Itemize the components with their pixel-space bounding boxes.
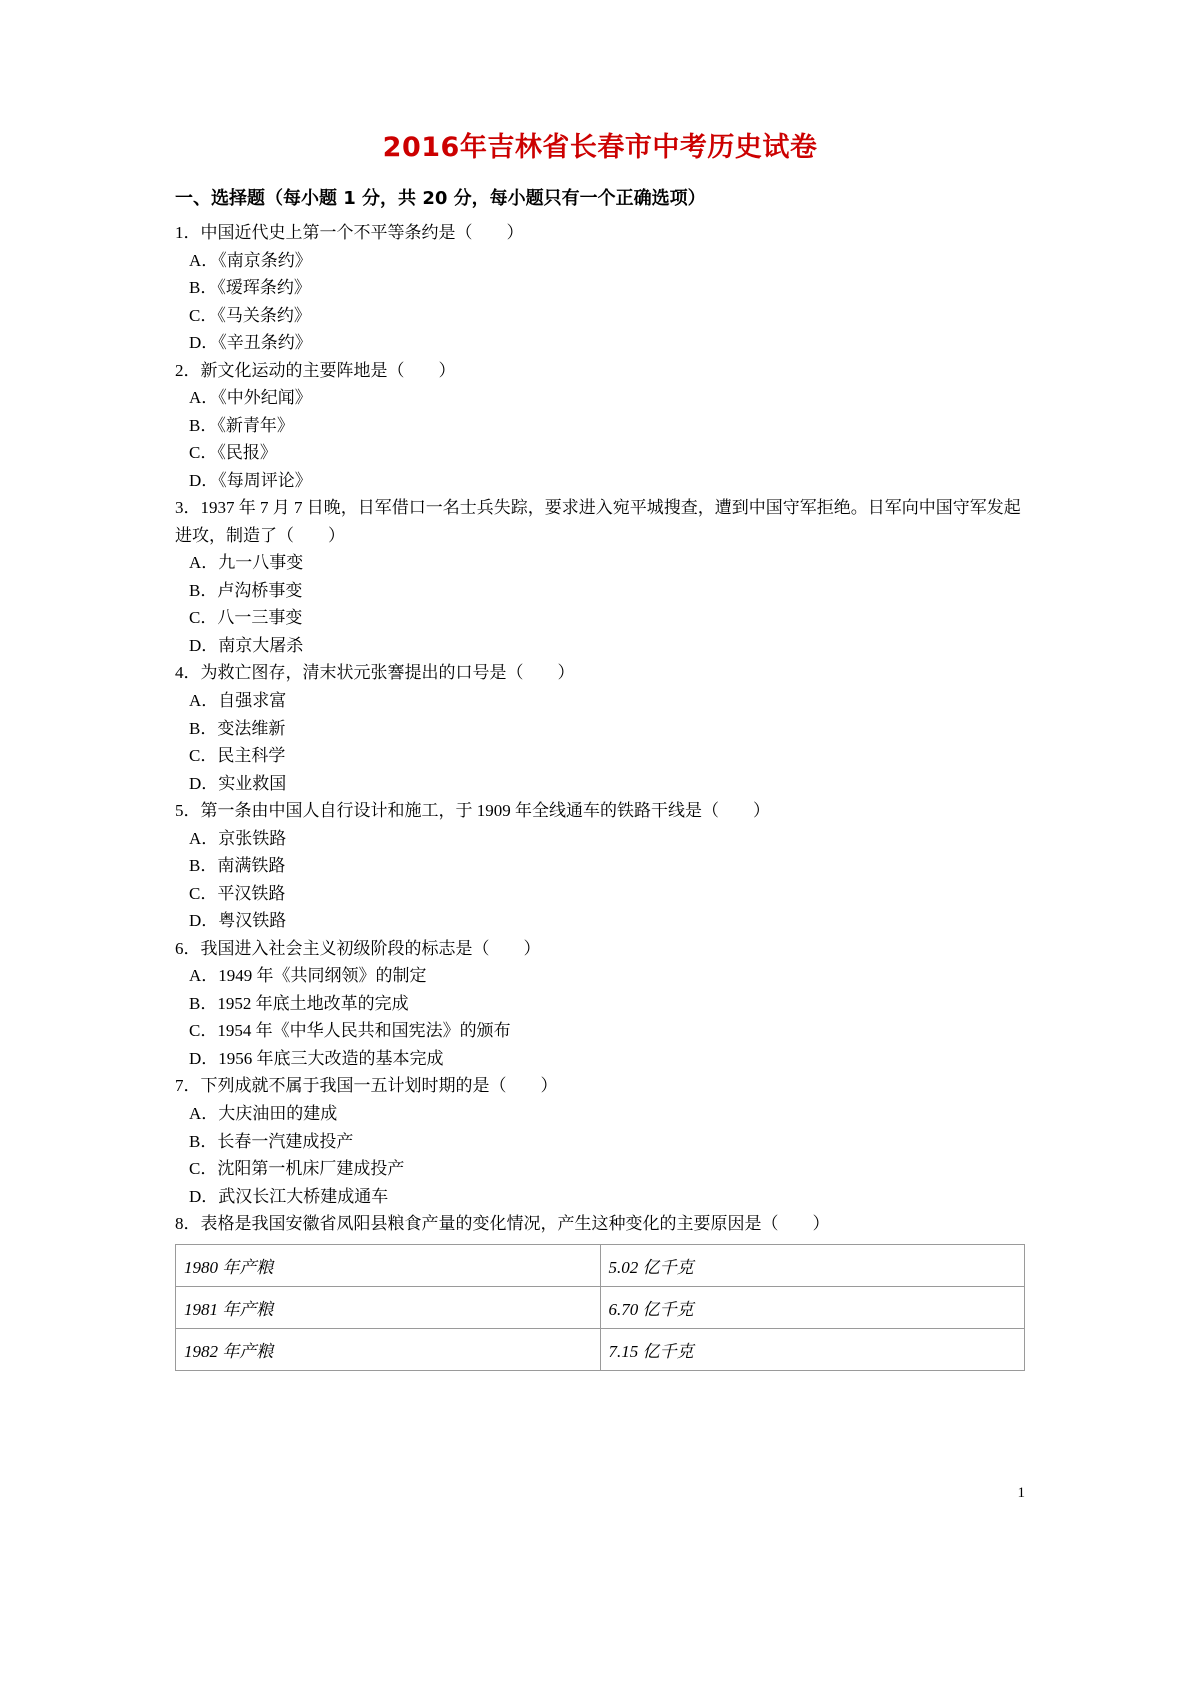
question-4 bbox=[175, 659, 1025, 797]
grain-output-table bbox=[175, 1244, 1025, 1371]
question-option: B．南满铁路 bbox=[189, 856, 286, 876]
question-option: C．平汉铁路 bbox=[189, 883, 286, 903]
question-stem: 6．我国进入社会主义初级阶段的标志是（ ） bbox=[175, 938, 541, 958]
section-heading: 一、选择题（每小题 1 分，共 20 分，每小题只有一个正确选项） bbox=[175, 188, 706, 210]
table-cell-value: 6.70 亿千克 bbox=[600, 1286, 1025, 1328]
table-row bbox=[176, 1286, 1025, 1328]
question-option: A．《南京条约》 bbox=[189, 250, 312, 270]
question-stem: 3．1937 年 7 月 7 日晚，日军借口一名士兵失踪，要求进入宛平城搜查，遭到中国守军拒绝。日军向中国守军发起进攻，制造了（ ） bbox=[175, 498, 1021, 545]
question-option: C．民主科学 bbox=[189, 746, 286, 766]
question-option: A．1949 年《共同纲领》的制定 bbox=[189, 966, 427, 986]
question-stem: 7．下列成就不属于我国一五计划时期的是（ ） bbox=[175, 1076, 558, 1096]
question-option: D．《辛丑条约》 bbox=[189, 333, 312, 353]
question-option: D．武汉长江大桥建成通车 bbox=[189, 1186, 389, 1206]
question-stem: 1．中国近代史上第一个不平等条约是（ ） bbox=[175, 222, 524, 242]
question-option: A．京张铁路 bbox=[189, 828, 287, 848]
question-option: C．1954 年《中华人民共和国宪法》的颁布 bbox=[189, 1021, 511, 1041]
table-row bbox=[176, 1328, 1025, 1370]
table-cell-year: 1982 年产粮 bbox=[176, 1328, 601, 1370]
question-1 bbox=[175, 219, 1025, 357]
question-option: A．大庆油田的建成 bbox=[189, 1103, 338, 1123]
question-option: D．南京大屠杀 bbox=[189, 635, 304, 655]
question-6 bbox=[175, 935, 1025, 1073]
question-option: B．1952 年底土地改革的完成 bbox=[189, 993, 409, 1013]
question-8 bbox=[175, 1210, 1025, 1371]
question-5 bbox=[175, 797, 1025, 935]
question-option: C．《民报》 bbox=[189, 443, 277, 463]
table-row bbox=[176, 1244, 1025, 1286]
question-option: C．沈阳第一机床厂建成投产 bbox=[189, 1159, 405, 1179]
table-cell-year: 1980 年产粮 bbox=[176, 1244, 601, 1286]
question-option: D．《每周评论》 bbox=[189, 470, 312, 490]
question-2 bbox=[175, 357, 1025, 495]
question-7 bbox=[175, 1072, 1025, 1210]
question-option: D．实业救国 bbox=[189, 773, 287, 793]
question-stem: 5．第一条由中国人自行设计和施工，于 1909 年全线通车的铁路干线是（ ） bbox=[175, 801, 770, 821]
table-cell-value: 7.15 亿千克 bbox=[600, 1328, 1025, 1370]
question-stem: 4．为救亡图存，清末状元张謇提出的口号是（ ） bbox=[175, 663, 575, 683]
question-stem: 8．表格是我国安徽省凤阳县粮食产量的变化情况，产生这种变化的主要原因是（ ） bbox=[175, 1214, 830, 1234]
question-option: B．卢沟桥事变 bbox=[189, 580, 303, 600]
question-stem: 2．新文化运动的主要阵地是（ ） bbox=[175, 360, 456, 380]
question-option: A．自强求富 bbox=[189, 691, 287, 711]
table-cell-year: 1981 年产粮 bbox=[176, 1286, 601, 1328]
question-option: D．粤汉铁路 bbox=[189, 911, 287, 931]
question-option: B．《瑷珲条约》 bbox=[189, 278, 311, 298]
question-option: B．变法维新 bbox=[189, 718, 286, 738]
question-option: B．《新青年》 bbox=[189, 415, 294, 435]
question-option: C．八一三事变 bbox=[189, 608, 303, 628]
question-option: D．1956 年底三大改造的基本完成 bbox=[189, 1048, 444, 1068]
question-option: A．《中外纪闻》 bbox=[189, 388, 312, 408]
page-number: 1 bbox=[1017, 1485, 1025, 1501]
page-title: 2016年吉林省长春市中考历史试卷 bbox=[382, 132, 818, 163]
question-option: B．长春一汽建成投产 bbox=[189, 1131, 354, 1151]
table-cell-value: 5.02 亿千克 bbox=[600, 1244, 1025, 1286]
question-option: C．《马关条约》 bbox=[189, 305, 311, 325]
question-3 bbox=[175, 494, 1025, 659]
question-option: A．九一八事变 bbox=[189, 553, 304, 573]
